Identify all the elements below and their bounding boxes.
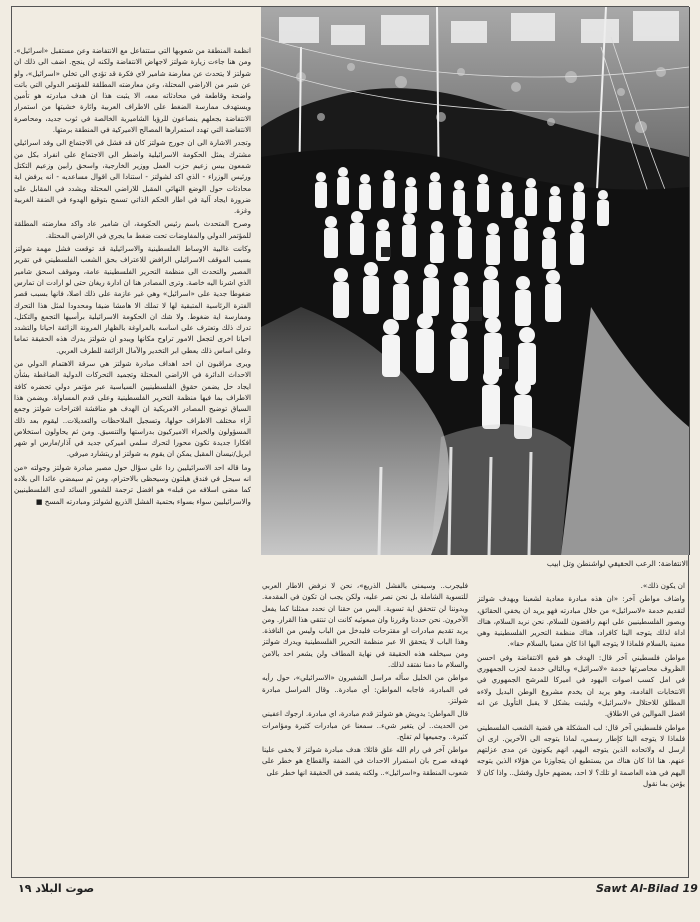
paragraph: ان يكون ذلك». — [640, 581, 685, 590]
paragraph: وصرح المتحدث باسم رئيس الحكومة، ان شامير عاد واكد معارضته المطلقة للمؤتمر الدولي والمفاوضات تحت ضغط ما يجري في الاراضي المحتلة. — [14, 219, 251, 240]
crowd-photo-graphic — [261, 7, 689, 555]
paragraph-text: وما قاله احد الاسرائيليين ردا على سؤال حول مصير مبادرة شولتز وجولته «من انه سيحل في فندق هيلتون وسيحظى بالاحترام، ومن ثم سيمضي عائدا الى بلاده كما مضى اسلافه من قبله» هو افضل ترجمة للشعور السائد لدى الفلسطينيين والاسرائيليين سواء بسواء بحتمية الفشل الذريع لشولتز ومبادرته المسخ — [14, 462, 251, 506]
paragraph: وتجدر الاشارة الى ان جورج شولتز كان قد فشل في الاجتماع الى وفد اسرائيلي مشترك يمثل الحكومة الاسرائيلية واضطر الى الاجتماع على انفراد بكل من شمعون بيس زعيم حزب العمل ووزير الخارجية، واسحق رابين وزعيم التكتل ورئيس الوزراء - الذي اكد لشولتز - استنادا الى اقوال مساعديه - انه يرفض اية محادثات حول الوضع النهائي المقبل للاراضي المحتلة ويشدد في المقابل على ضرورة ايجاد آلية في اطار الحكم الذاتي تسمح بتوقيع الهدوء في الضفة الغربية وغزة. — [14, 138, 251, 216]
paragraph: ويرى مراقبون ان احد اهداف مبادرة شولتز هي سرقة الاهتمام الدولي من الاحداث الدائرة في الاراضي المحتلة وتجميد التحركات الدولية الضاغطة بشأن ايجاد حل يضمن حقوق الفلسطينيين السياسية عبر مؤتمر دولي تحضره كافة الاطراف بما فيها منظمة التحرير الفلسطينية وعلى قدم المساواة. ويضمن هذا السياق توضيح المصادر الامريكية ان الهدف هو مناقشة اقتراحات شولتز وجمع آراء مختلف الاطراف حولها، وتسجيل الملاحظات والتعديلات.. ليقوم بعد ذلك المسؤولون والخبراء الاميركيون بدراستها والتنسيق. ومن ثم يحاولون استخلاص افكارا جديدة تكون محورا لتحرك سلمي اميركي جديد في آذار/مارس او شهر ابريل/نيسان المقبل يمكن ان يقوم به شولتز او ريتشارد ميرفي. — [14, 359, 251, 459]
paragraph: واضاف مواطن آخر: «ان هذه مبادرة معادية لشعبنا ويهدف شولتز لتقديم خدمة «لاسرائيل» من خلال مبادرته فهو يريد ان يخفي الحقائق، ويصور الفلسطينيين على انهم رافضون للسلام. نحن نريد السلام، هناك اداة لذلك يتوجه الينا كافراد، هناك منظمة التحرير الفلسطينية وهي معنية بالسلام فلماذا لا يتوجه اليها اذا كان معنيا بالسلام حقا». — [477, 594, 685, 649]
paragraph: مواطن فلسطيني آخر قال: الهدف هو قمع الانتفاضة وفي احسن الظروف محاصرتها خدمة «لاسرائيل» وبالتالي خدمة لحزب الجمهوري في امل كسب اصوات اليهود في اميركا للمرشح الجمهوري في الانتخابات القادمة، وهو يريد ان يخدم مشروع الوطن البديل ولاءه المطلق للاحتلال «لاسرائيل» وليثبت بشكل لا يقبل التأويل عن انه افضل الموالين في الاطلاق. — [477, 652, 685, 719]
paragraph: فليجرب.. وسيمنى بالفشل الذريع»، نحن لا نرفض الاطار العربي للتسوية الشاملة بل نحن نصر عليه، ولكن يجب ان تكون في المقدمة. وبدوننا لن تتحقق اية تسوية. اليس من حقنا ان نحدد ممثلنا كما يفعل الآخرون. نحن حددنا وقررنا وان مبعوثيه كانت ان تنتقي هذا القرار. ومن يريد تقديم مبادرات او مقترحات فليدخل من الباب وليس من النافذة. وهذا الباب لا يتحقق الا عبر منظمة التحرير الفلسطينية ويدرك شولتز ومن سيخلفه هذه الحقيقة في نهاية المطاف ولن يشعر احد بالامن والسلام ما دمنا نفتقد لذلك. — [262, 581, 468, 670]
inverted-crowd-photo — [261, 7, 690, 555]
end-mark-icon: ■ — [35, 497, 43, 506]
footer-arabic — [18, 880, 94, 898]
magazine-name-latin: Sawt Al-Bilad — [596, 882, 679, 895]
article-column-left — [477, 580, 685, 870]
article-column-right — [14, 45, 251, 865]
photo-caption: الانتفاضة: الرعب الحقيقي لواشنطن وتل ابيب — [546, 559, 688, 568]
footer-latin — [596, 880, 698, 898]
paragraph: مواطن فلسطيني آخر قال: لب المشكلة هي قضية الشعب الفلسطيني فلماذا لا يتوجه الينا كإطار رسمي، لماذا يتوجه الى الآخرين. ارى ان ارسل له ولاتحاده الذين يتوجه اليهم، انهم يكونون عن مدى عزلتهم عنهم. هنا اذا كان هناك من يستطيع ان يتجاوزنا من هؤلاء الذين يتوجه اليهم في هذه العاصمة او تلك؟ لا احد، بعضهم حاول وفشل.. واذا كان لا يؤمن بما نقول — [477, 722, 685, 789]
paragraph: وكانت غالبية الاوساط الفلسطينية والاسرائيلية قد توقعت فشل مهمة شولتز بسبب الموقف الاسرائيلي الرافض للاعتراف بحق الشعب الفلسطيني في تقرير المصير والتحدث الى منظمة التحرير الفلسطينية عامة، وموقف اسحق شامير الذي اشرنا اليه خاصة. وترى المصادر هنا ان ادارة ريغان حتى لو ارادت ان تمارس ضغوطا جدية على «اسرائيل» وهي غير عازمة على ذلك اصلا، فانها بسبب قصر الفترة الرئاسية المتبقية لها لا تملك الا هامشا ضيقا ومحدودا لمثل هذا التحرك وممارسة اية ضغوط. ولا شك ان الحكومة الاسرائيلية برأسيها التجمع والتكتل، تدرك ذلك وتعترف على اساسه بالمراوغة بالظهار المرونة الزائفة احيانا والتشدد احيانا اخرى لتجعل الامور تراوح مكانها ويبدو ان شولتز يدرك هذه الحقيقة تماما وعلى اساس ذلك يعطي ابر التخدير والآمال الزائفة للطرف العربي. — [14, 244, 251, 355]
paragraph: انظمة المنطقة من شعوبها التي ستتفاعل مع الانتفاضة وعن مستقبل «اسرائيل». ومن هنا جاءت زيارة شولتز لاجهاض الانتفاضة ولكنه لن ينجح. اضف الى ذلك ان شولتز لا يتحدث عن معارضة شامير لاي فكرة قد تؤدي الى تخلي «اسرائيل»، ولو عن شبر من الاراضي المحتلة، وعن معارضته المطلقة للمؤتمر الدولي التي باتت واضحة وقاطعة في محادثاته معه، الا يثبت هذا ان هدف مبادرته هو تأمين ويستهدف ممارسة الضغط على الاطراف العربية واثارة خشيتها من استمرار الانتفاضة بجعلهم ينصاعون للرؤيا الشاميرية الخالصة في ثوب جديد، ومحاصرة الانتفاضة التي تهدد استمرارها المصالح الاميركية في المنطقة برمتها. — [14, 46, 251, 135]
page-number-latin: 19 — [682, 882, 698, 895]
article-column-middle — [262, 580, 468, 870]
page-number-arabic: ١٩ — [18, 882, 32, 895]
paragraph — [14, 462, 251, 508]
magazine-name-arabic: صوت البلاد — [35, 882, 95, 895]
paragraph: مواطن من الخليل سأله مراسل الشفيرون «الاسرائيلي»، حول رأيه في المبادرة، فاجابه المواطن: أي مبادرة.. وقال المراسل مبادرة شولتز. — [262, 673, 468, 705]
paragraph: قال المواطن: يدويش هو شولتز قدم مبادرة، اي مبادرة. ارجوك اعفيني من الحديث.. لن يتغير شيء.. سمعنا عن مبادرات كثيرة ومؤامرات كثيرة.. وجميعها لم تفلح. — [262, 709, 468, 741]
paragraph: مواطن آخر في رام الله علق قائلا: هدف مبادرة شولتز لا يخفى علينا فهدفه صرح بان استمرار الاحداث في الضفة والقطاع هو خطر على شعوب المنطقة و«اسرائيل».. ولكنه يقصد في الحقيقة انها خطر على — [262, 745, 468, 777]
